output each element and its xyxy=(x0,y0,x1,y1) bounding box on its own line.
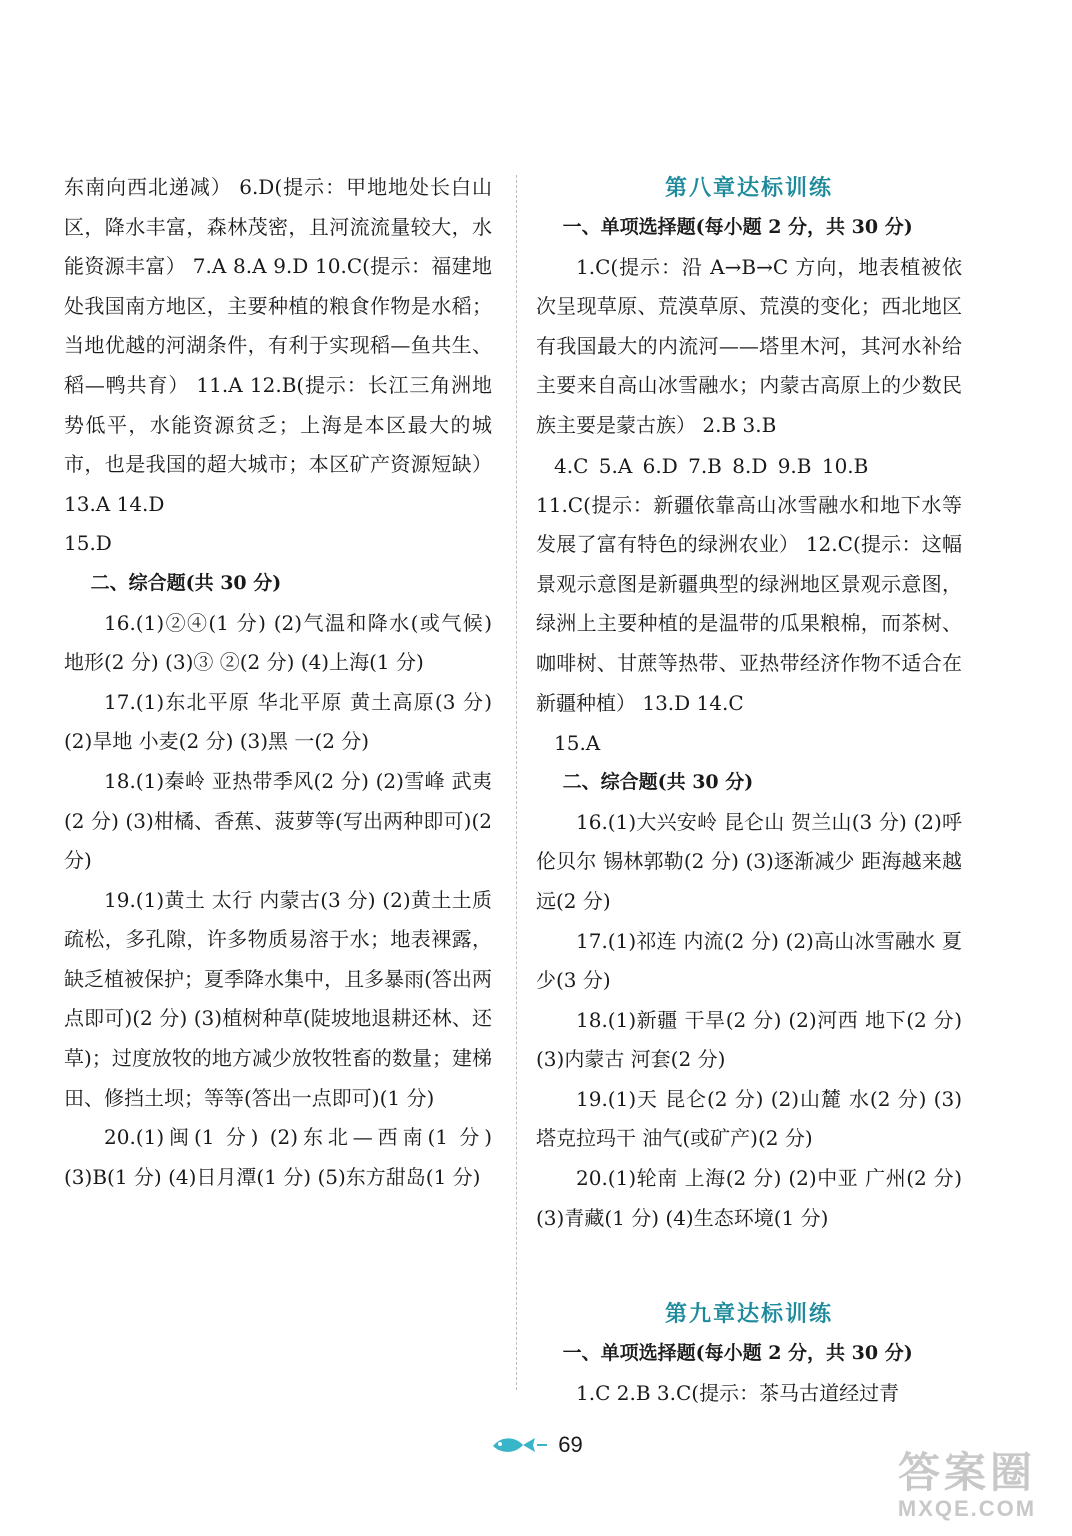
site-watermark xyxy=(882,1450,1052,1522)
ch9-section-single-choice: 一、单项选择题(每小题 2 分，共 30 分) xyxy=(562,1342,913,1365)
answer-q20: 20.(1)闽(1 分) (2)东北—西南(1 分) (3)B(1 分) (4)日月潭(1 分) (5)东方甜岛(1 分) xyxy=(64,1125,492,1189)
answer-q19: 19.(1)黄土 太行 内蒙古(3 分) (2)黄土土质疏松，多孔隙，许多物质易溶于水；地表裸露，缺乏植被保护；夏季降水集中，且多暴雨(答出两点即可)(2 分) (3)植树种草(陡坡地退耕还林、还草)；过度放牧的地方减少放牧牲畜的数量；建梯田、修挡土坝；等等(答出一点即可)(1 分) xyxy=(64,887,492,1110)
ch8-section-comprehensive: 二、综合题(共 30 分) xyxy=(562,771,754,794)
left-column xyxy=(64,168,492,1197)
answer-15: 15.D xyxy=(64,531,112,556)
ch8-answer-q17: 17.(1)祁连 内流(2 分) (2)高山冰雪融水 夏 少(3 分) xyxy=(536,928,962,993)
ch8-answer-q20: 20.(1)轮南 上海(2 分) (2)中亚 广州(2 分) (3)青藏(1 分) (4)生态环境(1 分) xyxy=(536,1166,962,1230)
fish-decoration-icon xyxy=(489,1430,549,1460)
section-heading-comprehensive: 二、综合题(共 30 分) xyxy=(90,571,282,594)
ch8-answer-q15: 15.A xyxy=(554,731,601,756)
column-divider xyxy=(516,175,517,1390)
chapter-gap xyxy=(536,1238,962,1294)
ch8-section-single-choice: 一、单项选择题(每小题 2 分，共 30 分) xyxy=(562,216,913,238)
ch8-answer-q16: 16.(1)大兴安岭 昆仑山 贺兰山(3 分) (2)呼伦贝尔 锡林郭勒(2 分) (3)逐渐减少 距海越来越远(2 分) xyxy=(536,809,962,913)
ch8-answer-q19: 19.(1)天 昆仑(2 分) (2)山麓 水(2 分) (3)塔克拉玛干 油气(或矿产)(2 分) xyxy=(536,1086,962,1151)
page-number: 69 xyxy=(558,1432,583,1457)
chapter-9-title: 第九章达标训练 xyxy=(664,1301,833,1328)
answer-q17: 17.(1)东北平原 华北平原 黄土高原(3 分) (2)旱地 小麦(2 分) (3)黑 一(2 分) xyxy=(64,689,492,754)
ch8-answer-q1-3: 1.C(提示：沿 A→B→C 方向，地表植被依次呈现草原、荒漠草原、荒漠的变化；西北地区有我国最大的内流河——塔里木河，其河水补给主要来自高山冰雪融水；内蒙古高原上的少数民族主要是蒙古族） 2.B 3.B xyxy=(536,254,962,437)
answer-q16: 16.(1)②④(1 分) (2)气温和降水(或气候) 地形(2 分) (3)③ ②(2 分) (4)上海(1 分) xyxy=(64,610,492,675)
ch8-answer-q18: 18.(1)新疆 干旱(2 分) (2)河西 地下(2 分) (3)内蒙古 河套(2 分) xyxy=(536,1007,962,1072)
answer-block-ch7-choices: 东南向西北递减） 6.D(提示：甲地地处长白山区，降水丰富，森林茂密，且河流流量较大，水能资源丰富） 7.A 8.A 9.D 10.C(提示：福建地处我国南方地区，主要种植的粮食作物是水稻；当地优越的河湖条件，有利于实现稻—鱼共生、稻—鸭共育） 11.A 12.B(提示：长江三角洲地势低平，水能资源贫乏；上海是本区最大的城市，也是我国的超大城市；本区矿产资源短缺） 13.A 14.D xyxy=(64,175,492,516)
ch9-answer-q1-3: 1.C 2.B 3.C(提示：茶马古道经过青 xyxy=(576,1380,900,1405)
ch8-answer-q4-10: 4.C 5.A 6.D 7.B 8.D 9.B 10.B xyxy=(554,453,869,478)
chapter-8-title: 第八章达标训练 xyxy=(664,175,833,201)
right-column xyxy=(536,168,962,1413)
ch8-answer-q11-14: 11.C(提示：新疆依靠高山冰雪融水和地下水等发展了富有特色的绿洲农业） 12.C(提示：这幅景观示意图是新疆典型的绿洲地区景观示意图，绿洲上主要种植的是温带的瓜果粮棉，而茶树、咖啡树、甘蔗等热带、亚热带经济作物不适合在新疆种植） 13.D 14.C xyxy=(536,492,962,715)
answer-q18: 18.(1)秦岭 亚热带季风(2 分) (2)雪峰 武夷(2 分) (3)柑橘、香蕉、菠萝等(写出两种即可)(2 分) xyxy=(64,768,492,873)
watermark-url: MXQE.COM xyxy=(897,1496,1037,1521)
watermark-title: 答案圈 xyxy=(897,1449,1036,1496)
